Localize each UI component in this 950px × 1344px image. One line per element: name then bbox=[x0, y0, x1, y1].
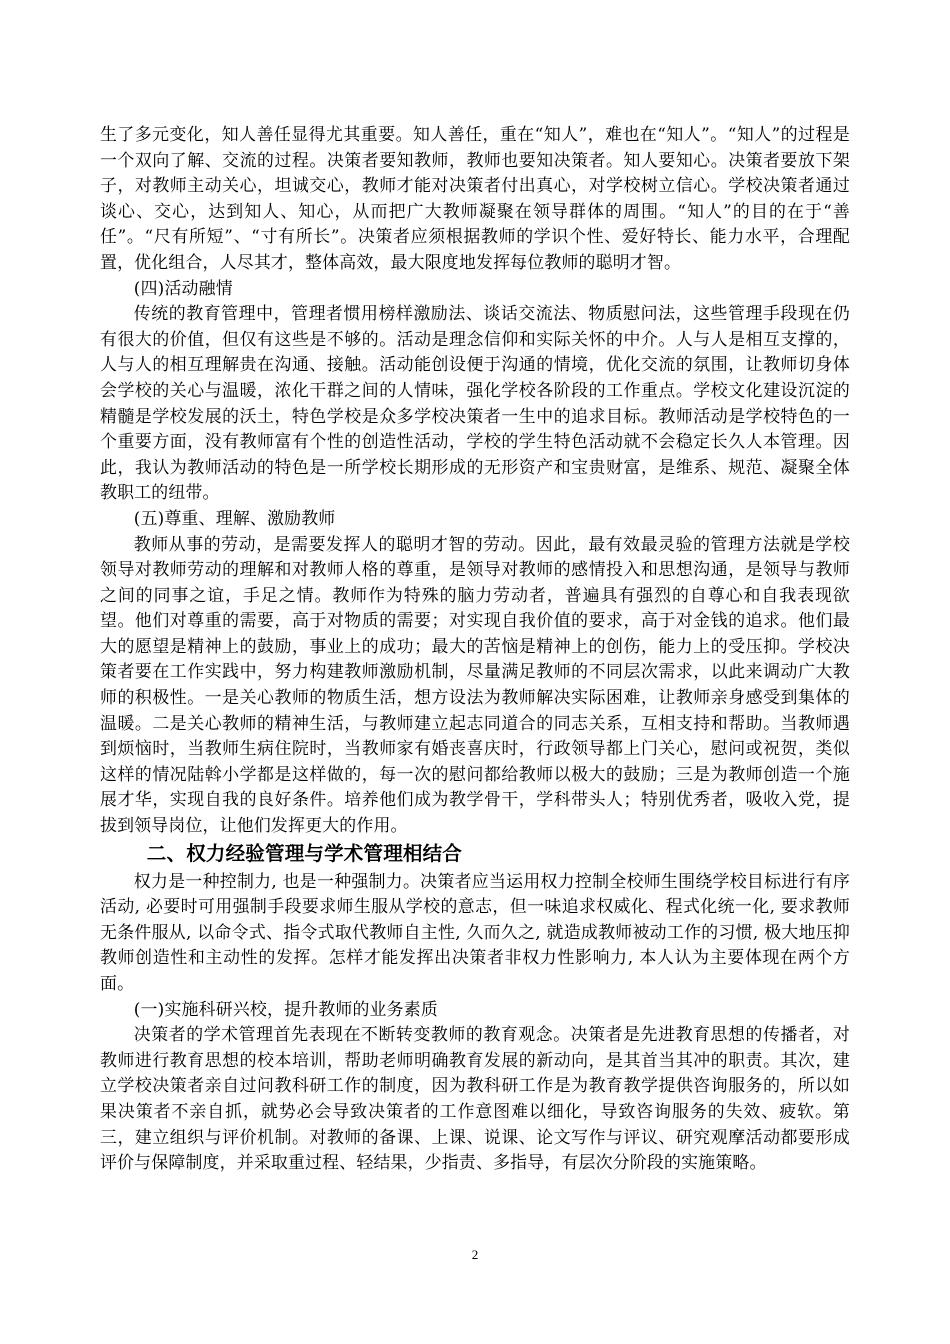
subsection-title-4: (四)活动融情 bbox=[133, 277, 233, 298]
paragraph-power: 权力是一种控制力, 也是一种强制力。决策者应当运用权力控制全校师生围绕学校目标进行有序活动, 必要时可用强制手段要求师生服从学校的意志，但一味追求权威化、程式化统一化, 要求教师无条件服从, 以命令式、指令式取代教师自主性, 久而久之, 就造成教师被动工作的习惯, 极大地压抑教师创造性和主动性的发挥。怎样才能发挥出决策者非权力性影响力, 本人认为主要体现在两个方面。 bbox=[100, 870, 850, 993]
paragraph-respect-teachers: 教师从事的劳动，是需要发挥人的聪明才智的劳动。因此，最有效最灵验的管理方法就是学校领导对教师劳动的理解和对教师人格的尊重，是领导对教师的感情投入和思想沟通，是领导与教师之间的同事之谊，手足之情。教师作为特殊的脑力劳动者，普遍具有强烈的自尊心和自我表现欲望。他们对尊重的需要，高于对物质的需要；对实现自我价值的要求，高于对金钱的追求。他们最大的愿望是精神上的鼓励，事业上的成功；最大的苦恼是精神上的创伤，能力上的受压抑。学校决策者要在工作实践中，努力构建教师激励机制，尽量满足教师的不同层次需求，以此来调动广大教师的积极性。一是关心教师的物质生活，想方设法为教师解决实际困难，让教师亲身感受到集体的温暖。二是关心教师的精神生活，与教师建立起志同道合的同志关系，互相支持和帮助。当教师遇到烦恼时，当教师生病住院时，当教师家有婚丧喜庆时，行政领导都上门关心，慰问或祝贺，类似这样的情况陆斡小学都是这样做的，每一次的慰问都给教师以极大的鼓励；三是为教师创造一个施展才华，实现自我的良好条件。培养他们成为教学骨干，学科带头人；特别优秀者，吸收入党，提拔到领导岗位，让他们发挥更大的作用。 bbox=[100, 533, 850, 836]
paragraph-activities: 传统的教育管理中，管理者惯用榜样激励法、谈话交流法、物质慰问法，这些管理手段现在仍有很大的价值，但仅有这些是不够的。活动是理念信仰和实际关怀的中介。人与人是相互支撑的，人与人的相互理解贵在沟通、接触。活动能创设便于沟通的情境，优化交流的氛围，让教师切身体会学校的关心与温暖，浓化干群之间的人情味，强化学校各阶段的工作重点。学校文化建设沉淀的精髓是学校发展的沃土，特色学校是众多学校决策者一生中的追求目标。教师活动是学校特色的一个重要方面，没有教师富有个性的创造性活动，学校的学生特色活动就不会稳定长久人本管理。因此，我认为教师活动的特色是一所学校长期形成的无形资产和宝贵财富，是维系、规范、凝聚全体教职工的纽带。 bbox=[100, 303, 850, 503]
subsection-title-5: (五)尊重、理解、激励教师 bbox=[133, 507, 336, 528]
subsection-title-1: (一)实施科研兴校，提升教师的业务素质 bbox=[133, 998, 438, 1019]
document-body bbox=[100, 122, 850, 1176]
paragraph-academic-management: 决策者的学术管理首先表现在不断转变教师的教育观念。决策者是先进教育思想的传播者，对教师进行教育思想的校本培训，帮助老师明确教育发展的新动向，是其首当其冲的职责。其次，建立学校决策者亲自过问教科研工作的制度，因为教科研工作是为教育教学提供咨询服务的，所以如果决策者不亲自抓，就势必会导致决策者的工作意图难以细化，导致咨询服务的失效、疲软。第三，建立组织与评价机制。对教师的备课、上课、说课、论文写作与评议、研究观摩活动都要形成评价与保障制度，并采取重过程、轻结果，少指责、多指导，有层次分阶段的实施策略。 bbox=[100, 1024, 850, 1173]
paragraph-continued: 生了多元变化，知人善任显得尤其重要。知人善任，重在“知人”，难也在“知人”。“知人”的过程是一个双向了解、交流的过程。决策者要知教师，教师也要知决策者。知人要知心。决策者要放下架子，对教师主动关心，坦诚交心，教师才能对决策者付出真心，对学校树立信心。学校决策者通过谈心、交心，达到知人、知心，从而把广大教师凝聚在领导群体的周围。“知人”的目的在于“善任”。“尺有所短”、“寸有所长”。决策者应须根据教师的学识个性、爱好特长、能力水平，合理配置，优化组合，人尽其才，整体高效，最大限度地发挥每位教师的聪明才智。 bbox=[100, 124, 850, 272]
page-number: 2 bbox=[471, 1247, 479, 1262]
section-heading-2: 二、权力经验管理与学术管理相结合 bbox=[146, 841, 462, 865]
